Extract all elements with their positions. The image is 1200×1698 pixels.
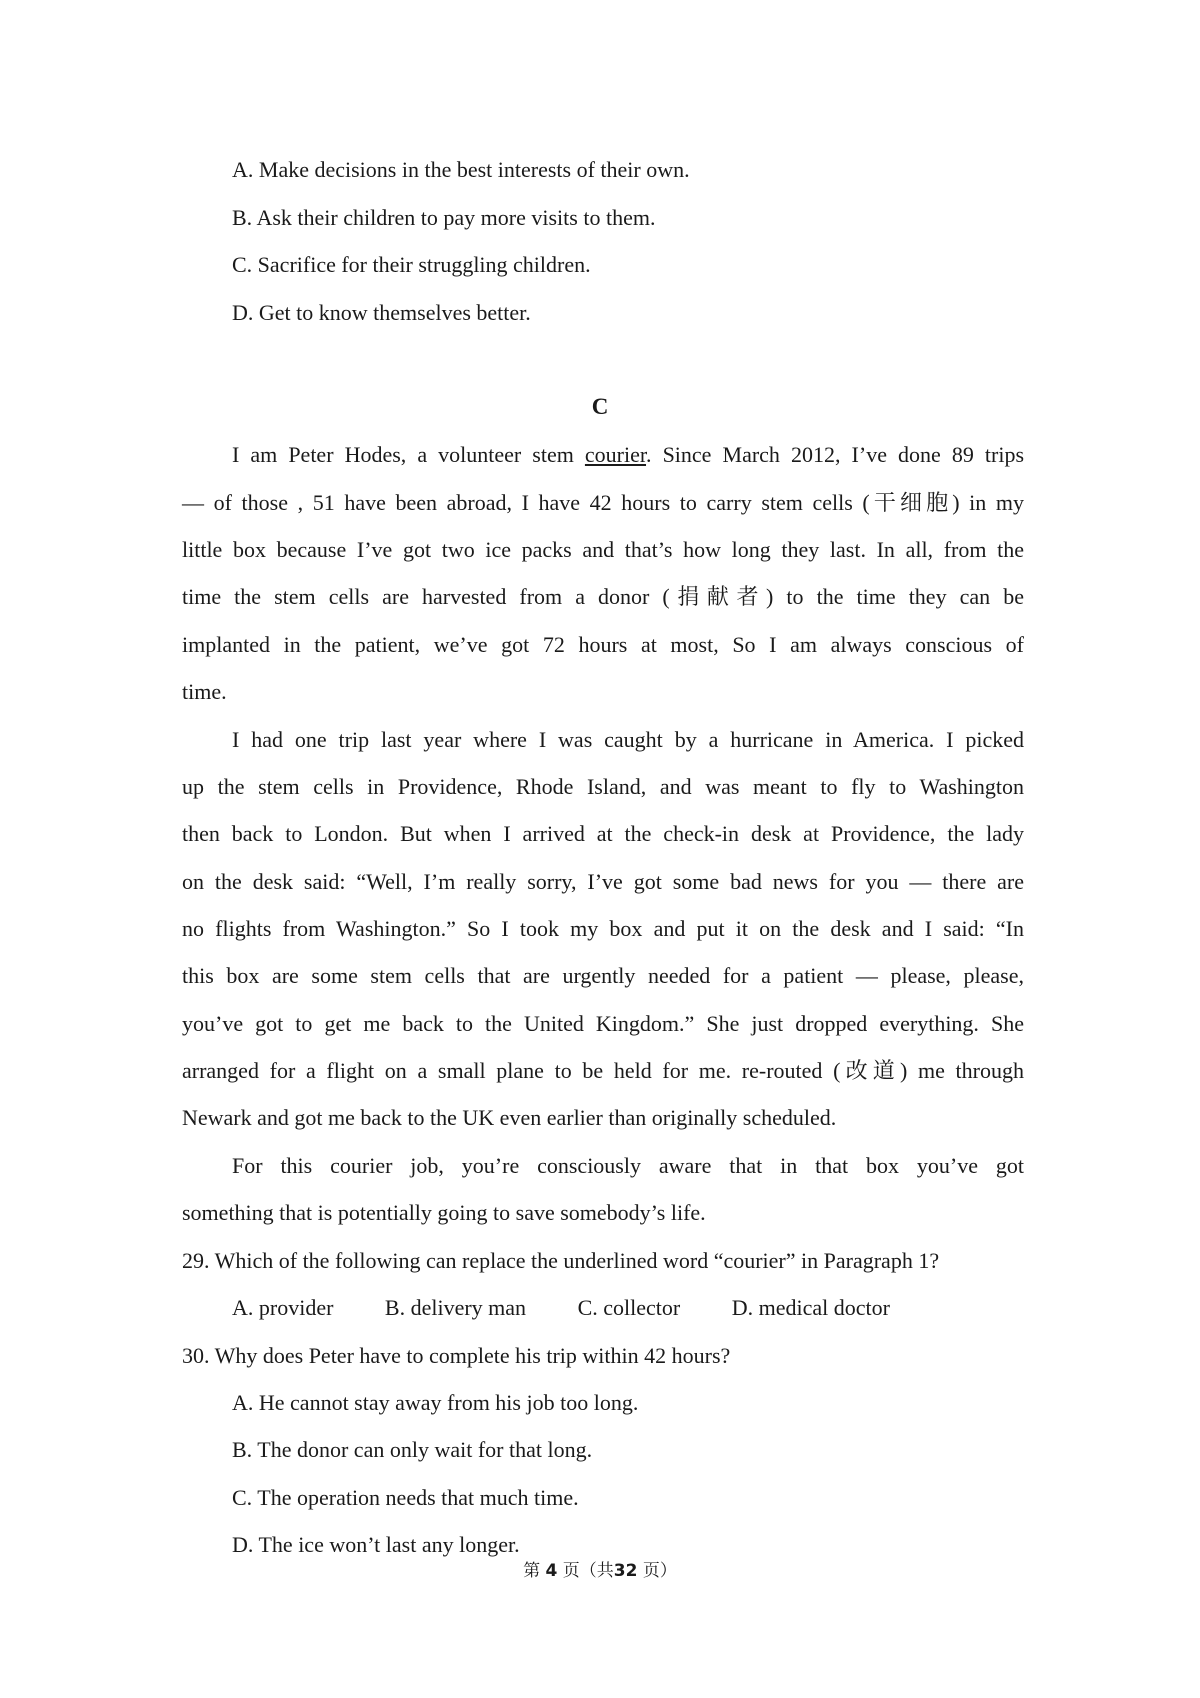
q29-option-c: C. collector bbox=[577, 1295, 681, 1320]
q29-option-b: B. delivery man bbox=[384, 1295, 527, 1320]
para1-line2: — of those , 51 have been abroad, I have 42 hours to carry stem cells (干细胞) in my bbox=[182, 490, 1024, 515]
prev-option-c: C. Sacrifice for their struggling children. bbox=[232, 252, 591, 277]
question-29-options bbox=[232, 1293, 936, 1323]
para2-line5: no flights from Washington.” So I took my box and put it on the desk and I said: “In bbox=[182, 916, 1024, 941]
para2-line9: Newark and got me back to the UK even earlier than originally scheduled. bbox=[182, 1105, 837, 1130]
para2-line7: you’ve got to get me back to the United Kingdom.” She just dropped everything. She bbox=[182, 1011, 1024, 1036]
question-29: 29. Which of the following can replace the underlined word “courier” in Paragraph 1? bbox=[182, 1248, 940, 1273]
para2-line3: then back to London. But when I arrived at the check-in desk at Providence, the lady bbox=[182, 821, 1024, 846]
para3-line2: something that is potentially going to save somebody’s life. bbox=[182, 1200, 706, 1225]
q30-option-d: D. The ice won’t last any longer. bbox=[232, 1532, 520, 1557]
para2-line4: on the desk said: “Well, I’m really sorry, I’ve got some bad news for you — there are bbox=[182, 869, 1024, 894]
q30-option-b: B. The donor can only wait for that long. bbox=[232, 1437, 593, 1462]
para1-line5: implanted in the patient, we’ve got 72 hours at most, So I am always conscious of bbox=[182, 632, 1024, 657]
para1-line6: time. bbox=[182, 679, 227, 704]
prev-option-a: A. Make decisions in the best interests of their own. bbox=[232, 157, 690, 182]
para2-line6: this box are some stem cells that are urgently needed for a patient — please, please, bbox=[182, 963, 1024, 988]
question-30: 30. Why does Peter have to complete his trip within 42 hours? bbox=[182, 1343, 731, 1368]
para1-line1 bbox=[232, 440, 1024, 470]
prev-option-b: B. Ask their children to pay more visits to them. bbox=[232, 205, 656, 230]
footer-page-number: 4 bbox=[545, 1561, 558, 1581]
para2-line1: I had one trip last year where I was caught by a hurricane in America. I picked bbox=[232, 727, 1024, 752]
page-footer bbox=[0, 1560, 1200, 1582]
prev-option-d: D. Get to know themselves better. bbox=[232, 300, 531, 325]
q30-option-a: A. He cannot stay away from his job too long. bbox=[232, 1390, 639, 1415]
para2-line2: up the stem cells in Providence, Rhode Island, and was meant to fly to Washington bbox=[182, 774, 1024, 799]
q29-option-d: D. medical doctor bbox=[731, 1295, 890, 1320]
underlined-word: courier bbox=[584, 442, 647, 467]
section-heading: C bbox=[591, 394, 609, 419]
footer-pre: 第 bbox=[523, 1561, 541, 1581]
q29-option-a: A. provider bbox=[232, 1295, 334, 1320]
para1-line1-post: . Since March 2012, I’ve done 89 trips bbox=[646, 442, 1025, 467]
para2-line8: arranged for a flight on a small plane to be held for me. re-routed (改道) me through bbox=[182, 1058, 1024, 1083]
para1-line4: time the stem cells are harvested from a donor (捐献者) to the time they can be bbox=[182, 584, 1024, 609]
q30-option-c: C. The operation needs that much time. bbox=[232, 1485, 579, 1510]
para1-line1-pre: I am Peter Hodes, a volunteer stem bbox=[232, 442, 585, 467]
footer-post: 页） bbox=[642, 1561, 677, 1581]
footer-mid: 页（共 bbox=[562, 1561, 614, 1581]
para3-line1: For this courier job, you’re consciously aware that in that box you’ve got bbox=[232, 1153, 1024, 1178]
para1-line3: little box because I’ve got two ice packs and that’s how long they last. In all, from the bbox=[182, 537, 1024, 562]
footer-total-pages: 32 bbox=[613, 1561, 638, 1581]
